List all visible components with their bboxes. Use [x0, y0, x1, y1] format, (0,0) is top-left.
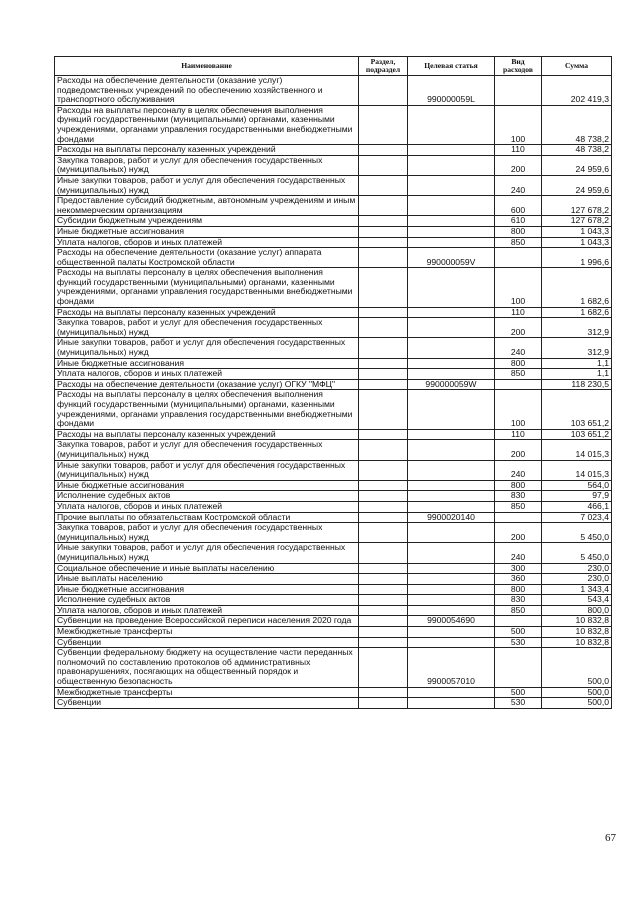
cell-summa: 466,1	[542, 501, 612, 512]
table-row	[55, 76, 612, 106]
cell-vid: 850	[495, 501, 542, 512]
table-row	[55, 216, 612, 227]
cell-celevaya	[408, 543, 495, 563]
table-row	[55, 145, 612, 156]
cell-summa: 1 043,3	[542, 237, 612, 248]
table-row	[55, 440, 612, 460]
cell-celevaya	[408, 196, 495, 216]
cell-celevaya	[408, 480, 495, 491]
cell-summa: 118 230,5	[542, 379, 612, 390]
table-row	[55, 226, 612, 237]
cell-vid: 200	[495, 440, 542, 460]
cell-name: Иные выплаты населению	[55, 574, 359, 585]
cell-name: Уплата налогов, сборов и иных платежей	[55, 605, 359, 616]
cell-celevaya	[408, 491, 495, 502]
cell-summa: 1 043,3	[542, 226, 612, 237]
cell-razdel	[359, 440, 408, 460]
cell-name: Уплата налогов, сборов и иных платежей	[55, 501, 359, 512]
cell-name: Расходы на обеспечение деятельности (оказание услуг) подведомственных учреждений по обеспечению хозяйственного и транспортного обслуживания	[55, 76, 359, 106]
cell-vid: 830	[495, 491, 542, 502]
cell-celevaya	[408, 237, 495, 248]
cell-name: Уплата налогов, сборов и иных платежей	[55, 369, 359, 380]
cell-celevaya	[408, 687, 495, 698]
cell-vid: 110	[495, 145, 542, 156]
cell-name: Закупка товаров, работ и услуг для обеспечения государственных (муниципальных) нужд	[55, 440, 359, 460]
cell-name: Предоставление субсидий бюджетным, автономным учреждениям и иным некоммерческим организациям	[55, 196, 359, 216]
cell-vid	[495, 648, 542, 687]
cell-vid: 240	[495, 175, 542, 195]
cell-vid: 360	[495, 574, 542, 585]
table-row	[55, 175, 612, 195]
cell-razdel	[359, 480, 408, 491]
cell-vid: 800	[495, 584, 542, 595]
cell-vid: 850	[495, 369, 542, 380]
cell-celevaya: 9900057010	[408, 648, 495, 687]
cell-razdel	[359, 460, 408, 480]
table-row	[55, 648, 612, 687]
cell-name: Субвенции	[55, 698, 359, 709]
header-vid: Вид расходов	[495, 57, 542, 76]
table-row	[55, 698, 612, 709]
cell-summa: 543,4	[542, 595, 612, 606]
cell-name: Расходы на выплаты персоналу казенных учреждений	[55, 145, 359, 156]
cell-vid	[495, 248, 542, 268]
cell-name: Прочие выплаты по обязательствам Костромской области	[55, 512, 359, 523]
cell-summa: 24 959,6	[542, 175, 612, 195]
table-header-row	[55, 57, 612, 76]
table-row	[55, 237, 612, 248]
cell-summa: 500,0	[542, 698, 612, 709]
cell-vid: 200	[495, 318, 542, 338]
table-row	[55, 637, 612, 648]
cell-vid	[495, 512, 542, 523]
cell-vid: 850	[495, 237, 542, 248]
cell-razdel	[359, 648, 408, 687]
header-summa: Сумма	[542, 57, 612, 76]
cell-name: Иные закупки товаров, работ и услуг для обеспечения государственных (муниципальных) нужд	[55, 543, 359, 563]
table-row	[55, 491, 612, 502]
cell-name: Субвенции	[55, 637, 359, 648]
cell-name: Межбюджетные трансферты	[55, 687, 359, 698]
cell-name: Исполнение судебных актов	[55, 595, 359, 606]
cell-celevaya	[408, 145, 495, 156]
cell-celevaya	[408, 318, 495, 338]
cell-summa: 24 959,6	[542, 155, 612, 175]
cell-razdel	[359, 379, 408, 390]
cell-celevaya	[408, 637, 495, 648]
cell-razdel	[359, 307, 408, 318]
cell-celevaya	[408, 390, 495, 429]
cell-name: Расходы на обеспечение деятельности (оказание услуг) ОГКУ "МФЦ"	[55, 379, 359, 390]
cell-name: Расходы на выплаты персоналу в целях обеспечения выполнения функций государственными (муниципальными) органами, казенными учреждениями, органами управления государственными внебюджетными фондами	[55, 105, 359, 144]
cell-summa: 103 651,2	[542, 390, 612, 429]
cell-vid: 500	[495, 687, 542, 698]
cell-celevaya	[408, 501, 495, 512]
table-row	[55, 248, 612, 268]
cell-vid: 240	[495, 338, 542, 358]
cell-razdel	[359, 605, 408, 616]
cell-vid: 850	[495, 605, 542, 616]
cell-razdel	[359, 268, 408, 307]
cell-celevaya	[408, 268, 495, 307]
cell-celevaya	[408, 460, 495, 480]
cell-vid: 300	[495, 563, 542, 574]
cell-razdel	[359, 687, 408, 698]
cell-celevaya: 990000059V	[408, 248, 495, 268]
cell-summa: 1 996,6	[542, 248, 612, 268]
cell-summa: 1,1	[542, 369, 612, 380]
cell-name: Закупка товаров, работ и услуг для обеспечения государственных (муниципальных) нужд	[55, 318, 359, 338]
cell-name: Субвенции на проведение Всероссийской переписи населения 2020 года	[55, 616, 359, 627]
table-row	[55, 627, 612, 638]
cell-celevaya	[408, 605, 495, 616]
cell-summa: 230,0	[542, 563, 612, 574]
cell-razdel	[359, 318, 408, 338]
cell-summa: 800,0	[542, 605, 612, 616]
cell-summa: 97,9	[542, 491, 612, 502]
cell-name: Иные бюджетные ассигнования	[55, 584, 359, 595]
cell-vid	[495, 616, 542, 627]
cell-razdel	[359, 248, 408, 268]
cell-celevaya	[408, 226, 495, 237]
cell-vid	[495, 379, 542, 390]
cell-summa: 103 651,2	[542, 429, 612, 440]
cell-celevaya	[408, 358, 495, 369]
cell-razdel	[359, 175, 408, 195]
budget-table-container	[54, 56, 611, 709]
cell-razdel	[359, 595, 408, 606]
table-row	[55, 523, 612, 543]
cell-name: Иные бюджетные ассигнования	[55, 226, 359, 237]
cell-razdel	[359, 543, 408, 563]
cell-celevaya: 9900020140	[408, 512, 495, 523]
cell-name: Расходы на выплаты персоналу казенных учреждений	[55, 429, 359, 440]
cell-celevaya	[408, 369, 495, 380]
cell-razdel	[359, 698, 408, 709]
cell-razdel	[359, 523, 408, 543]
cell-vid: 800	[495, 480, 542, 491]
cell-razdel	[359, 584, 408, 595]
cell-razdel	[359, 627, 408, 638]
table-row	[55, 460, 612, 480]
cell-razdel	[359, 338, 408, 358]
cell-razdel	[359, 226, 408, 237]
cell-vid: 100	[495, 105, 542, 144]
cell-summa: 202 419,3	[542, 76, 612, 106]
cell-summa: 564,0	[542, 480, 612, 491]
cell-name: Иные закупки товаров, работ и услуг для обеспечения государственных (муниципальных) нужд	[55, 460, 359, 480]
cell-vid: 500	[495, 627, 542, 638]
cell-vid: 200	[495, 523, 542, 543]
cell-celevaya	[408, 584, 495, 595]
table-row	[55, 480, 612, 491]
cell-summa: 1 343,4	[542, 584, 612, 595]
table-row	[55, 268, 612, 307]
cell-name: Субвенции федеральному бюджету на осуществление части переданных полномочий по составлению протоколов об административных правонарушениях, посягающих на общественный порядок и общественную безопасность	[55, 648, 359, 687]
cell-summa: 48 738,2	[542, 105, 612, 144]
cell-summa: 127 678,2	[542, 216, 612, 227]
cell-summa: 5 450,0	[542, 543, 612, 563]
cell-celevaya	[408, 429, 495, 440]
page-number: 67	[605, 832, 616, 844]
table-body	[55, 76, 612, 709]
table-row	[55, 512, 612, 523]
cell-vid: 100	[495, 268, 542, 307]
cell-name: Закупка товаров, работ и услуг для обеспечения государственных (муниципальных) нужд	[55, 155, 359, 175]
cell-razdel	[359, 616, 408, 627]
cell-vid: 100	[495, 390, 542, 429]
cell-name: Межбюджетные трансферты	[55, 627, 359, 638]
cell-vid: 600	[495, 196, 542, 216]
table-row	[55, 196, 612, 216]
cell-name: Расходы на обеспечение деятельности (оказание услуг) аппарата общественной палаты Костромской области	[55, 248, 359, 268]
cell-name: Иные бюджетные ассигнования	[55, 358, 359, 369]
cell-name: Субсидии бюджетным учреждениям	[55, 216, 359, 227]
table-row	[55, 379, 612, 390]
table-row	[55, 318, 612, 338]
cell-vid: 610	[495, 216, 542, 227]
cell-summa: 14 015,3	[542, 440, 612, 460]
cell-vid: 530	[495, 698, 542, 709]
cell-name: Расходы на выплаты персоналу в целях обеспечения выполнения функций государственными (муниципальными) органами, казенными учреждениями, органами управления государственными внебюджетными фондами	[55, 390, 359, 429]
header-razdel: Раздел, подраздел	[359, 57, 408, 76]
cell-summa: 10 832,8	[542, 627, 612, 638]
cell-vid: 110	[495, 429, 542, 440]
cell-celevaya	[408, 155, 495, 175]
cell-celevaya	[408, 574, 495, 585]
cell-celevaya	[408, 216, 495, 227]
cell-razdel	[359, 196, 408, 216]
cell-razdel	[359, 390, 408, 429]
cell-name: Социальное обеспечение и иные выплаты населению	[55, 563, 359, 574]
cell-summa: 48 738,2	[542, 145, 612, 156]
cell-summa: 127 678,2	[542, 196, 612, 216]
cell-celevaya	[408, 563, 495, 574]
table-row	[55, 358, 612, 369]
cell-name: Иные бюджетные ассигнования	[55, 480, 359, 491]
header-name: Наименование	[55, 57, 359, 76]
cell-vid: 240	[495, 460, 542, 480]
cell-celevaya	[408, 698, 495, 709]
table-row	[55, 369, 612, 380]
table-row	[55, 563, 612, 574]
table-row	[55, 105, 612, 144]
cell-summa: 312,9	[542, 338, 612, 358]
cell-summa: 500,0	[542, 648, 612, 687]
cell-razdel	[359, 512, 408, 523]
cell-name: Иные закупки товаров, работ и услуг для обеспечения государственных (муниципальных) нужд	[55, 338, 359, 358]
budget-table	[54, 56, 612, 709]
cell-razdel	[359, 563, 408, 574]
cell-summa: 7 023,4	[542, 512, 612, 523]
table-row	[55, 574, 612, 585]
cell-name: Расходы на выплаты персоналу в целях обеспечения выполнения функций государственными (муниципальными) органами, казенными учреждениями, органами управления государственными внебюджетными фондами	[55, 268, 359, 307]
cell-celevaya: 9900054690	[408, 616, 495, 627]
cell-celevaya	[408, 105, 495, 144]
cell-vid: 800	[495, 226, 542, 237]
cell-summa: 1 682,6	[542, 268, 612, 307]
cell-celevaya	[408, 595, 495, 606]
cell-name: Расходы на выплаты персоналу казенных учреждений	[55, 307, 359, 318]
cell-celevaya: 990000059W	[408, 379, 495, 390]
cell-vid: 830	[495, 595, 542, 606]
cell-razdel	[359, 369, 408, 380]
cell-vid: 800	[495, 358, 542, 369]
cell-vid: 200	[495, 155, 542, 175]
cell-celevaya	[408, 440, 495, 460]
cell-celevaya: 990000059L	[408, 76, 495, 106]
cell-vid: 110	[495, 307, 542, 318]
cell-summa: 1,1	[542, 358, 612, 369]
cell-celevaya	[408, 175, 495, 195]
cell-vid: 530	[495, 637, 542, 648]
cell-summa: 5 450,0	[542, 523, 612, 543]
table-row	[55, 338, 612, 358]
cell-celevaya	[408, 307, 495, 318]
cell-summa: 1 682,6	[542, 307, 612, 318]
table-row	[55, 390, 612, 429]
cell-razdel	[359, 574, 408, 585]
table-row	[55, 584, 612, 595]
cell-vid: 240	[495, 543, 542, 563]
cell-razdel	[359, 216, 408, 227]
cell-razdel	[359, 429, 408, 440]
table-row	[55, 687, 612, 698]
cell-razdel	[359, 237, 408, 248]
cell-summa: 312,9	[542, 318, 612, 338]
table-row	[55, 155, 612, 175]
table-row	[55, 616, 612, 627]
cell-summa: 14 015,3	[542, 460, 612, 480]
cell-razdel	[359, 76, 408, 106]
table-row	[55, 501, 612, 512]
cell-summa: 10 832,8	[542, 637, 612, 648]
header-celevaya: Целевая статья	[408, 57, 495, 76]
cell-razdel	[359, 491, 408, 502]
cell-razdel	[359, 358, 408, 369]
table-row	[55, 605, 612, 616]
cell-name: Исполнение судебных актов	[55, 491, 359, 502]
cell-celevaya	[408, 523, 495, 543]
cell-name: Закупка товаров, работ и услуг для обеспечения государственных (муниципальных) нужд	[55, 523, 359, 543]
cell-razdel	[359, 637, 408, 648]
cell-summa: 500,0	[542, 687, 612, 698]
table-row	[55, 307, 612, 318]
cell-vid	[495, 76, 542, 106]
table-row	[55, 429, 612, 440]
cell-celevaya	[408, 338, 495, 358]
cell-razdel	[359, 105, 408, 144]
cell-razdel	[359, 155, 408, 175]
table-row	[55, 543, 612, 563]
cell-razdel	[359, 501, 408, 512]
cell-razdel	[359, 145, 408, 156]
cell-name: Уплата налогов, сборов и иных платежей	[55, 237, 359, 248]
cell-name: Иные закупки товаров, работ и услуг для обеспечения государственных (муниципальных) нужд	[55, 175, 359, 195]
table-row	[55, 595, 612, 606]
cell-celevaya	[408, 627, 495, 638]
cell-summa: 230,0	[542, 574, 612, 585]
cell-summa: 10 832,8	[542, 616, 612, 627]
